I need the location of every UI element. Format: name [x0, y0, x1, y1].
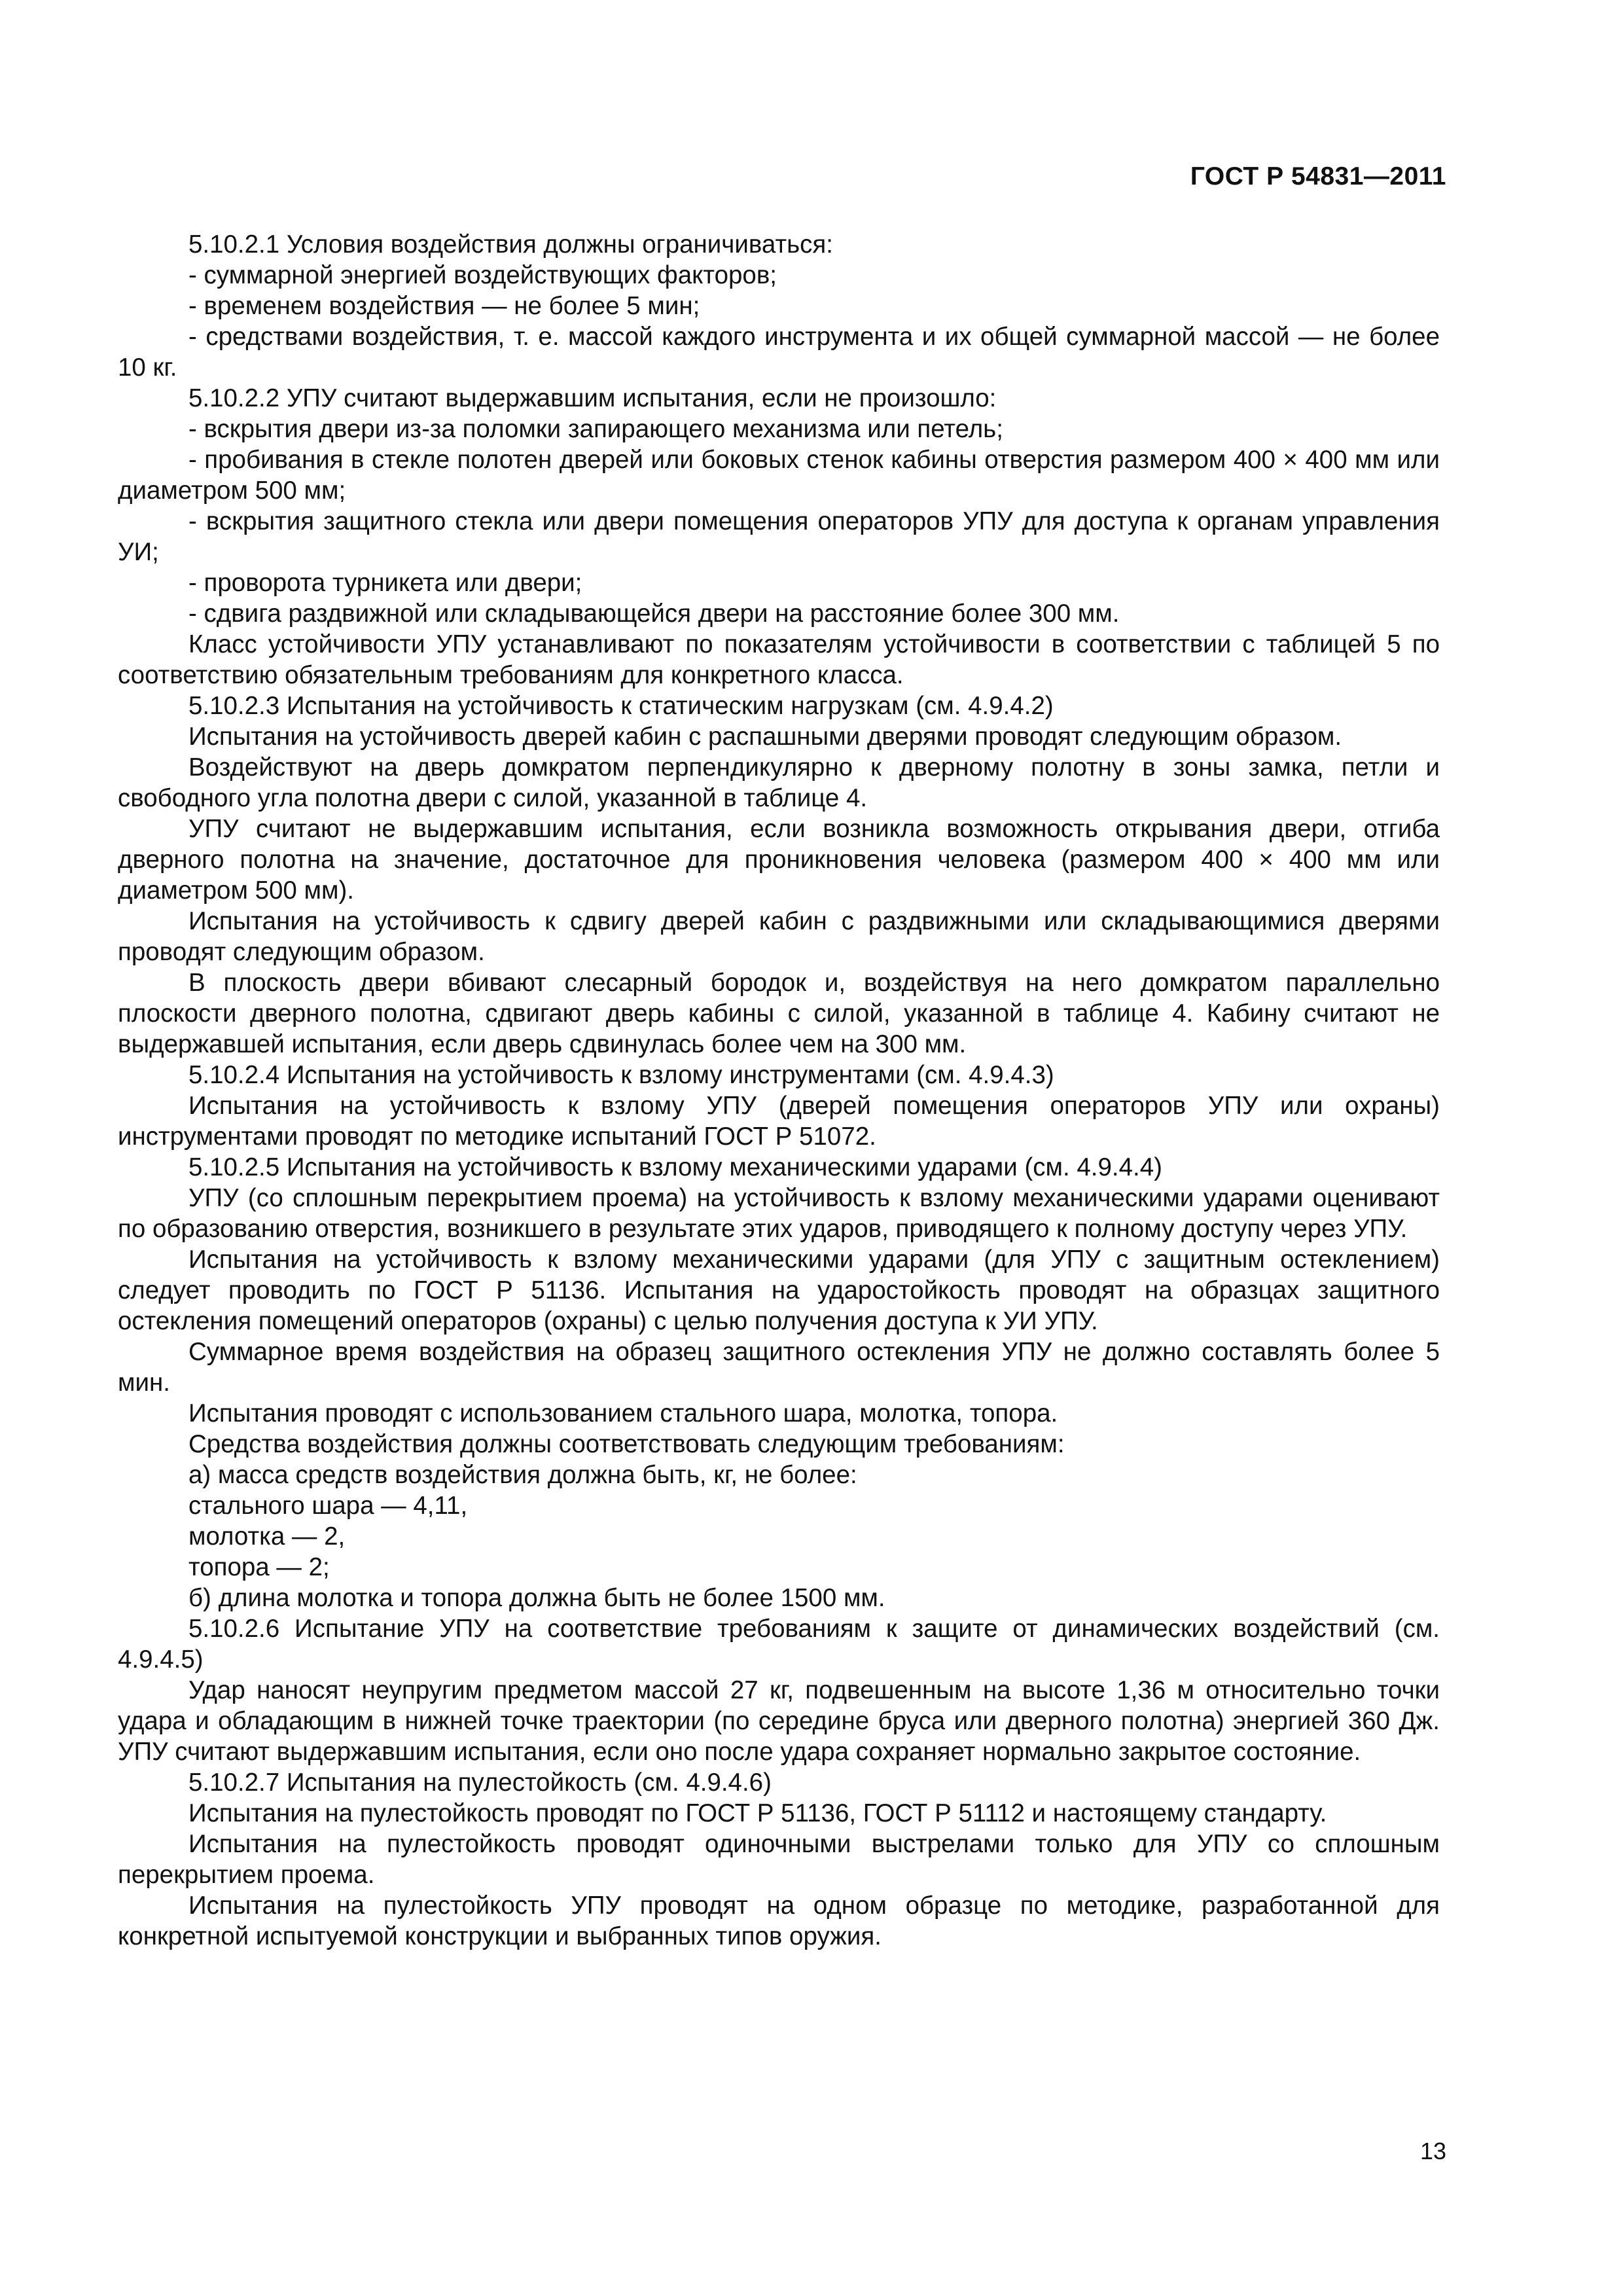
paragraph: 5.10.2.7 Испытания на пулестойкость (см. 4.9.4.6) [188, 1768, 772, 1797]
page-number: 13 [1419, 2138, 1446, 2164]
paragraph: Испытания на устойчивость дверей кабин с распашными дверями проводят следующим образом. [188, 723, 1342, 751]
paragraph: а) масса средств воздействия должна быть, кг, не более: [188, 1461, 857, 1489]
paragraph: Испытания проводят с использованием стального шара, молотка, топора. [188, 1399, 1058, 1427]
paragraph: - проворота турникета или двери; [188, 569, 582, 597]
paragraph: Испытания на пулестойкость проводят одиночными выстрелами только для УПУ со сплошным перекрытием проема. [118, 1830, 1440, 1889]
paragraph: УПУ (со сплошным перекрытием проема) на устойчивость к взлому механическими ударами оценивают по образованию отверстия, возникшего в результате этих ударов, приводящего к полному доступу через УПУ. [118, 1184, 1440, 1243]
paragraph: 5.10.2.4 Испытания на устойчивость к взлому инструментами (см. 4.9.4.3) [188, 1061, 1054, 1089]
paragraph: УПУ считают не выдержавшим испытания, если возникла возможность открывания двери, отгиба дверного полотна на значение, достаточное для проникновения человека (размером 400 × 400 мм или диаметром 500 мм). [118, 815, 1440, 905]
paragraph: - сдвига раздвижной или складывающейся двери на расстояние более 300 мм. [188, 600, 1120, 628]
paragraph: В плоскость двери вбивают слесарный бородок и, воздействуя на него домкратом параллельно плоскости дверного полотна, сдвигают дверь кабины с силой, указанной в таблице 4. Кабину считают не выдержавшей испытания, если дверь сдвинулась более чем на 300 мм. [118, 969, 1440, 1058]
paragraph: - средствами воздействия, т. е. массой каждого инструмента и их общей суммарной массой — не более 10 кг. [118, 323, 1440, 382]
paragraph: Испытания на устойчивость к взлому механическими ударами (для УПУ с защитным остеклением) следует проводить по ГОСТ Р 51136. Испытания на ударостойкость проводят на образцах защитного остекления помещений операторов (охраны) с целью получения доступа к УИ УПУ. [118, 1246, 1440, 1335]
paragraph: Удар наносят неупругим предметом массой 27 кг, подвешенным на высоте 1,36 м относительно точки удара и обладающим в нижней точке траектории (по середине бруса или дверного полотна) энергией 360 Дж. УПУ считают выдержавшим испытания, если оно после удара сохраняет нормально закрытое состояние. [118, 1676, 1440, 1766]
paragraph: 5.10.2.1 Условия воздействия должны ограничиваться: [188, 230, 833, 259]
paragraph: 5.10.2.2 УПУ считают выдержавшим испытания, если не произошло: [188, 384, 997, 412]
paragraph: Испытания на устойчивость к взлому УПУ (дверей помещения операторов УПУ или охраны) инструментами проводят по методике испытаний ГОСТ Р 51072. [118, 1092, 1440, 1151]
paragraph: Суммарное время воздействия на образец защитного остекления УПУ не должно составлять более 5 мин. [118, 1338, 1440, 1397]
paragraph: Испытания на устойчивость к сдвигу дверей кабин с раздвижными или складывающимися дверями проводят следующим образом. [118, 907, 1440, 966]
paragraph: - вскрытия двери из-за поломки запирающего механизма или петель; [188, 415, 1003, 443]
paragraph: - пробивания в стекле полотен дверей или боковых стенок кабины отверстия размером 400 × 400 мм или диаметром 500 мм; [118, 446, 1440, 505]
paragraph: 5.10.2.6 Испытание УПУ на соответствие требованиям к защите от динамических воздействий (см. 4.9.4.5) [118, 1615, 1440, 1674]
paragraph: - временем воздействия — не более 5 мин; [188, 292, 700, 320]
document-body [118, 229, 1440, 1952]
paragraph: Испытания на пулестойкость проводят по ГОСТ Р 51136, ГОСТ Р 51112 и настоящему стандарту. [188, 1799, 1327, 1827]
paragraph: 5.10.2.3 Испытания на устойчивость к статическим нагрузкам (см. 4.9.4.2) [188, 692, 1054, 720]
paragraph: б) длина молотка и топора должна быть не более 1500 мм. [188, 1584, 885, 1612]
paragraph: - суммарной энергией воздействующих факторов; [188, 261, 777, 289]
paragraph: Класс устойчивости УПУ устанавливают по показателям устойчивости в соответствии с таблицей 5 по соответствию обязательным требованиям для конкретного класса. [118, 630, 1440, 689]
paragraph: молотка — 2, [188, 1522, 346, 1551]
document-header: ГОСТ Р 54831—2011 [1190, 162, 1446, 190]
paragraph: 5.10.2.5 Испытания на устойчивость к взлому механическими ударами (см. 4.9.4.4) [188, 1153, 1162, 1181]
paragraph: Средства воздействия должны соответствовать следующим требованиям: [188, 1430, 1065, 1458]
paragraph: Воздействуют на дверь домкратом перпендикулярно к дверному полотну в зоны замка, петли и свободного угла полотна двери с силой, указанной в таблице 4. [118, 753, 1440, 812]
paragraph: топора — 2; [188, 1553, 330, 1581]
paragraph: - вскрытия защитного стекла или двери помещения операторов УПУ для доступа к органам управления УИ; [118, 507, 1440, 566]
paragraph: Испытания на пулестойкость УПУ проводят на одном образце по методике, разработанной для конкретной испытуемой конструкции и выбранных типов оружия. [118, 1892, 1440, 1950]
paragraph: стального шара — 4,11, [188, 1492, 468, 1520]
